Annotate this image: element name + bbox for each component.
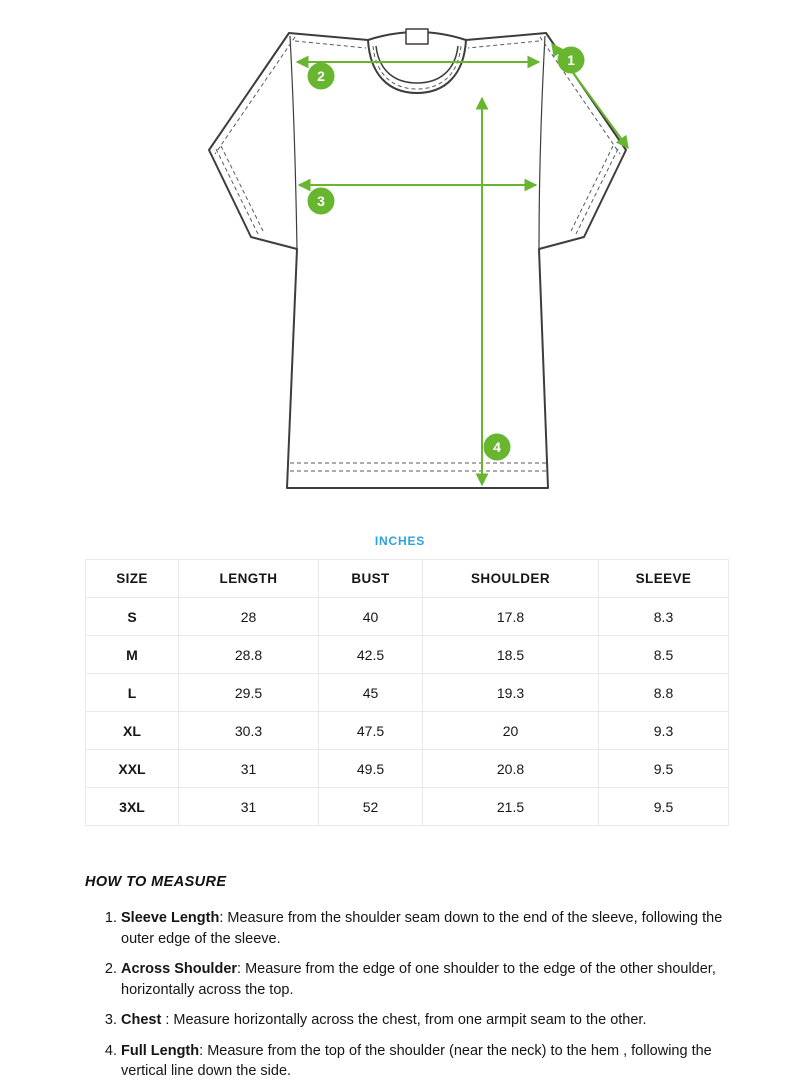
- header-row: [86, 560, 729, 598]
- column-header: LENGTH: [179, 560, 319, 598]
- marker-number: 3: [317, 193, 325, 209]
- marker-number: 2: [317, 68, 325, 84]
- marker-number: 4: [493, 439, 501, 455]
- instruction-sep: :: [219, 910, 228, 926]
- instruction-item: [121, 1041, 735, 1082]
- value-cell: 20.8: [423, 750, 599, 788]
- instruction-sep: :: [161, 1012, 174, 1029]
- size-cell: S: [86, 598, 179, 636]
- measure-marker-4: [484, 434, 511, 461]
- units-label: INCHES: [374, 534, 426, 548]
- value-cell: 30.3: [179, 712, 319, 750]
- size-cell: XL: [86, 712, 179, 750]
- instruction-text: Measure from the shoulder seam down to the end of the sleeve, following the outer edge of the sleeve.: [121, 910, 723, 947]
- value-cell: 47.5: [319, 712, 423, 750]
- size-cell: M: [86, 636, 179, 674]
- value-cell: 49.5: [319, 750, 423, 788]
- tshirt-outline: [209, 33, 626, 488]
- column-header: SLEEVE: [599, 560, 729, 598]
- instruction-sep: :: [199, 1042, 208, 1059]
- measure-marker-2: [308, 63, 335, 90]
- table-row: [86, 674, 729, 712]
- instruction-sep: :: [237, 961, 246, 978]
- value-cell: 52: [319, 788, 423, 826]
- value-cell: 29.5: [179, 674, 319, 712]
- measure-marker-3: [308, 188, 335, 215]
- instruction-text: Measure horizontally across the chest, from one armpit seam to the other.: [173, 1012, 647, 1029]
- value-cell: 18.5: [423, 636, 599, 674]
- how-to-measure-title: HOW TO MEASURE: [85, 874, 227, 890]
- column-header: BUST: [319, 560, 423, 598]
- instruction-term: Chest: [121, 1012, 162, 1029]
- tshirt-measurement-diagram: [0, 0, 800, 512]
- size-table: [85, 559, 729, 826]
- value-cell: 8.5: [599, 636, 729, 674]
- value-cell: 8.3: [599, 598, 729, 636]
- value-cell: 9.5: [599, 788, 729, 826]
- value-cell: 20: [423, 712, 599, 750]
- how-to-measure-section: [85, 874, 735, 1082]
- table-row: [86, 788, 729, 826]
- column-header: SHOULDER: [423, 560, 599, 598]
- size-cell: L: [86, 674, 179, 712]
- value-cell: 17.8: [423, 598, 599, 636]
- value-cell: 31: [179, 788, 319, 826]
- value-cell: 8.8: [599, 674, 729, 712]
- instruction-term: Across Shoulder: [121, 961, 238, 978]
- instruction-item: [121, 908, 735, 949]
- value-cell: 40: [319, 598, 423, 636]
- instruction-item: [121, 1010, 735, 1031]
- marker-number: 1: [567, 52, 575, 68]
- table-row: [86, 712, 729, 750]
- value-cell: 19.3: [423, 674, 599, 712]
- value-cell: 42.5: [319, 636, 423, 674]
- size-cell: 3XL: [86, 788, 179, 826]
- value-cell: 9.5: [599, 750, 729, 788]
- value-cell: 9.3: [599, 712, 729, 750]
- value-cell: 28.8: [179, 636, 319, 674]
- instruction-text: Measure from the top of the shoulder (near the neck) to the hem , following the vertical line down the side.: [121, 1042, 712, 1080]
- size-cell: XXL: [86, 750, 179, 788]
- collar-tag: [406, 29, 428, 44]
- table-row: [86, 598, 729, 636]
- instruction-term: Sleeve Length: [121, 910, 220, 926]
- instruction-item: [121, 959, 735, 1000]
- instruction-term: Full Length: [121, 1042, 200, 1059]
- value-cell: 31: [179, 750, 319, 788]
- table-row: [86, 636, 729, 674]
- table-row: [86, 750, 729, 788]
- collar-inner-line: [376, 46, 458, 83]
- column-header: SIZE: [86, 560, 179, 598]
- value-cell: 45: [319, 674, 423, 712]
- size-guide-diagram: [0, 0, 800, 512]
- measure-instructions: [85, 908, 735, 1082]
- measure-marker-1: [558, 47, 585, 74]
- value-cell: 28: [179, 598, 319, 636]
- value-cell: 21.5: [423, 788, 599, 826]
- instruction-text: Measure from the edge of one shoulder to the edge of the other shoulder, horizontally across the top.: [121, 961, 716, 998]
